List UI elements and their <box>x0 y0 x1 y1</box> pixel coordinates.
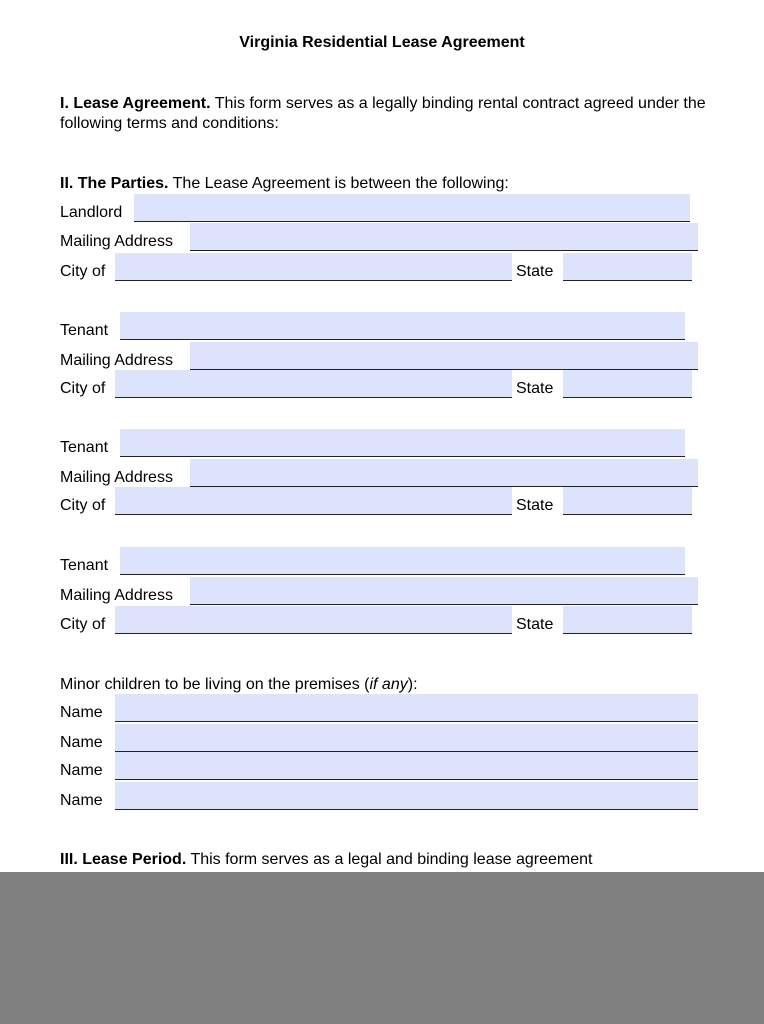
minors-italic-text: if any <box>369 676 408 693</box>
landlord-label: Landlord <box>60 204 123 221</box>
tenant-name-field[interactable] <box>120 547 685 575</box>
section-heading: II. The Parties. <box>60 175 169 192</box>
minors-lead-text: Minor children to be living on the premises ( <box>60 676 370 693</box>
tenant-name-field[interactable] <box>120 312 685 340</box>
section-parties <box>60 174 720 194</box>
mailing-address-label: Mailing Address <box>60 587 173 604</box>
minor-name-field[interactable] <box>115 752 698 780</box>
mailing-address-label: Mailing Address <box>60 233 173 250</box>
minors-tail-text: ): <box>407 676 418 693</box>
landlord-state-field[interactable] <box>563 253 692 281</box>
section-lease-agreement <box>60 94 720 134</box>
state-label: State <box>516 497 554 514</box>
mailing-address-label: Mailing Address <box>60 352 173 369</box>
state-label: State <box>516 263 554 280</box>
minor-name-field[interactable] <box>115 782 698 810</box>
name-label: Name <box>60 704 103 721</box>
name-label: Name <box>60 762 103 779</box>
tenant-label: Tenant <box>60 557 109 574</box>
city-label: City of <box>60 497 106 514</box>
tenant-city-field[interactable] <box>115 370 512 398</box>
tenant-city-field[interactable] <box>115 487 512 515</box>
minor-children-heading <box>60 675 720 695</box>
tenant-city-field[interactable] <box>115 606 512 634</box>
city-label: City of <box>60 380 106 397</box>
section-text: The Lease Agreement is between the following: <box>168 175 509 192</box>
state-label: State <box>516 616 554 633</box>
section-heading: III. Lease Period. <box>60 851 187 868</box>
tenant-address-field[interactable] <box>190 577 698 605</box>
gray-overlay-bar <box>0 872 764 1024</box>
section-lease-period <box>60 850 720 870</box>
document-title: Virginia Residential Lease Agreement <box>239 34 525 51</box>
tenant-address-field[interactable] <box>190 342 698 370</box>
minor-name-field[interactable] <box>115 724 698 752</box>
landlord-name-field[interactable] <box>134 194 690 222</box>
city-label: City of <box>60 616 106 633</box>
city-label: City of <box>60 263 106 280</box>
name-label: Name <box>60 734 103 751</box>
section-text: This form serves as a legal and binding lease agreement <box>186 851 593 868</box>
name-label: Name <box>60 792 103 809</box>
landlord-city-field[interactable] <box>115 253 512 281</box>
section-heading: I. Lease Agreement. <box>60 95 211 112</box>
tenant-label: Tenant <box>60 322 109 339</box>
landlord-address-field[interactable] <box>190 223 698 251</box>
tenant-name-field[interactable] <box>120 429 685 457</box>
state-label: State <box>516 380 554 397</box>
tenant-address-field[interactable] <box>190 459 698 487</box>
tenant-label: Tenant <box>60 439 109 456</box>
tenant-state-field[interactable] <box>563 370 692 398</box>
minor-name-field[interactable] <box>115 694 698 722</box>
tenant-state-field[interactable] <box>563 606 692 634</box>
section-text: This form serves as a legally binding rental contract agreed under the following terms and conditions: <box>60 95 706 132</box>
tenant-state-field[interactable] <box>563 487 692 515</box>
mailing-address-label: Mailing Address <box>60 469 173 486</box>
